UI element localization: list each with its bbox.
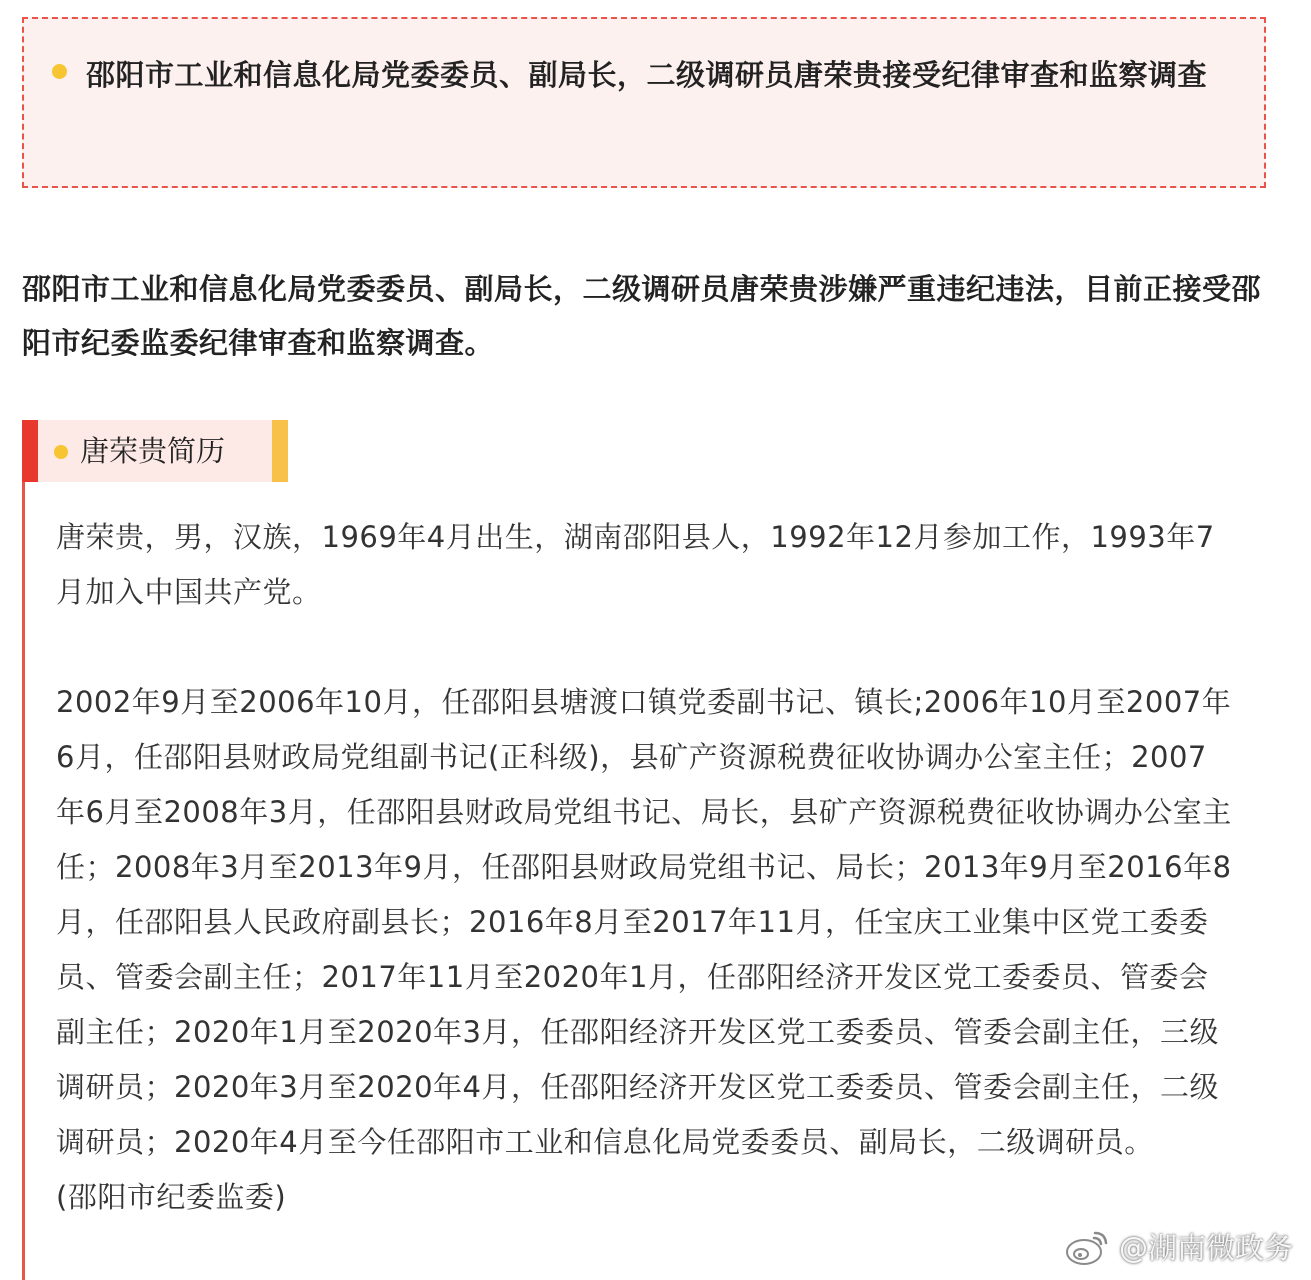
bio-body <box>56 510 1236 1225</box>
tag-left-bar <box>22 420 38 482</box>
weibo-logo-icon <box>1063 1227 1111 1267</box>
bio-section <box>22 420 1311 1280</box>
section-title: 唐荣贵简历 <box>80 434 226 468</box>
section-left-rule <box>22 420 25 1280</box>
watermark-text: @湖南微政务 <box>1118 1231 1293 1265</box>
bio-career-paragraph: 2002年9月至2006年10月，任邵阳县塘渡口镇党委副书记、镇长;2006年10月至2007年6月，任邵阳县财政局党组副书记(正科级)，县矿产资源税费征收协调办公室主任；2007年6月至2008年3月，任邵阳县财政局党组书记、局长，县矿产资源税费征收协调办公室主任；2008年3月至2013年9月，任邵阳县财政局党组书记、局长；2013年9月至2016年8月，任邵阳县人民政府副县长；2016年8月至2017年11月，任宝庆工业集中区党工委委员、管委会副主任；2017年11月至2020年1月，任邵阳经济开发区党工委委员、管委会副主任；2020年1月至2020年3月，任邵阳经济开发区党工委委员、管委会副主任，三级调研员；2020年3月至2020年4月，任邵阳经济开发区党工委委员、管委会副主任，二级调研员；2020年4月至今任邵阳市工业和信息化局党委委员、副局长，二级调研员。 <box>56 685 1232 1159</box>
bio-intro-paragraph: 唐荣贵，男，汉族，1969年4月出生，湖南邵阳县人，1992年12月参加工作，1993年7月加入中国共产党。 <box>56 520 1215 609</box>
section-title-tag <box>22 420 288 482</box>
headline-title: 邵阳市工业和信息化局党委委员、副局长，二级调研员唐荣贵接受纪律审查和监察调查 <box>86 58 1208 92</box>
bullet-dot-icon <box>54 445 68 459</box>
lead-paragraph: 邵阳市工业和信息化局党委委员、副局长，二级调研员唐荣贵涉嫌严重违纪违法，目前正接受邵阳市纪委监委纪律审查和监察调查。 <box>22 272 1262 360</box>
source-credit: (邵阳市纪委监委) <box>56 1180 287 1214</box>
bullet-dot-icon <box>52 64 67 79</box>
weibo-watermark <box>1063 1226 1293 1267</box>
tag-right-bar <box>272 420 288 482</box>
